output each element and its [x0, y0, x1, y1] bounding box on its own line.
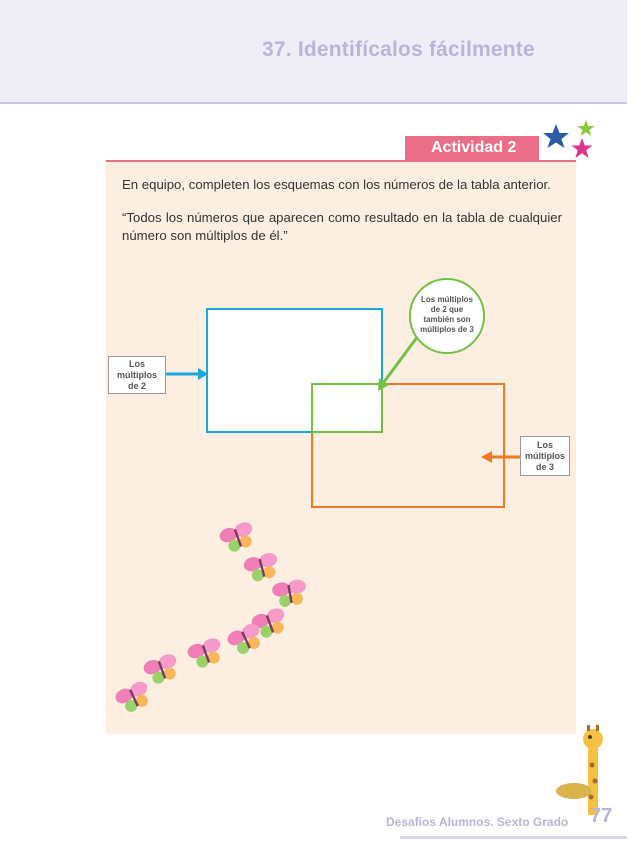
- activity-tab: Actividad 2: [405, 136, 539, 160]
- common-multiples-label: Los múltiplos de 2 que también son múltiplos de 3: [409, 278, 485, 354]
- multiples-of-3-label: Los múltiplos de 3: [520, 436, 570, 476]
- butterfly-icon: [113, 679, 154, 716]
- butterfly-icon: [142, 652, 183, 687]
- page-number: 77: [590, 805, 613, 827]
- green-arrow-line: [384, 336, 418, 382]
- instructions-text: En equipo, completen los esquemas con los números de la tabla anterior.: [122, 177, 551, 192]
- quote-text: “Todos los números que aparecen como resultado en la tabla de cualquier número son múltiplos de él.”: [122, 210, 562, 243]
- footer-divider: [400, 836, 627, 839]
- butterfly-icon: [186, 636, 227, 671]
- multiples-of-2-box: [207, 309, 382, 432]
- footer-text: Desafíos Alumnos. Sexto Grado: [386, 815, 569, 829]
- page-title: 37. Identifícalos fácilmente: [262, 38, 535, 61]
- multiples-of-2-label: Los múltiplos de 2: [108, 356, 166, 394]
- butterfly-icon: [218, 520, 259, 555]
- orange-arrow-head: [481, 451, 492, 463]
- giraffe-mascot-icon: [552, 725, 614, 817]
- butterflies-decoration: [110, 510, 310, 730]
- butterfly-icon: [271, 578, 309, 609]
- butterfly-icon: [242, 551, 281, 584]
